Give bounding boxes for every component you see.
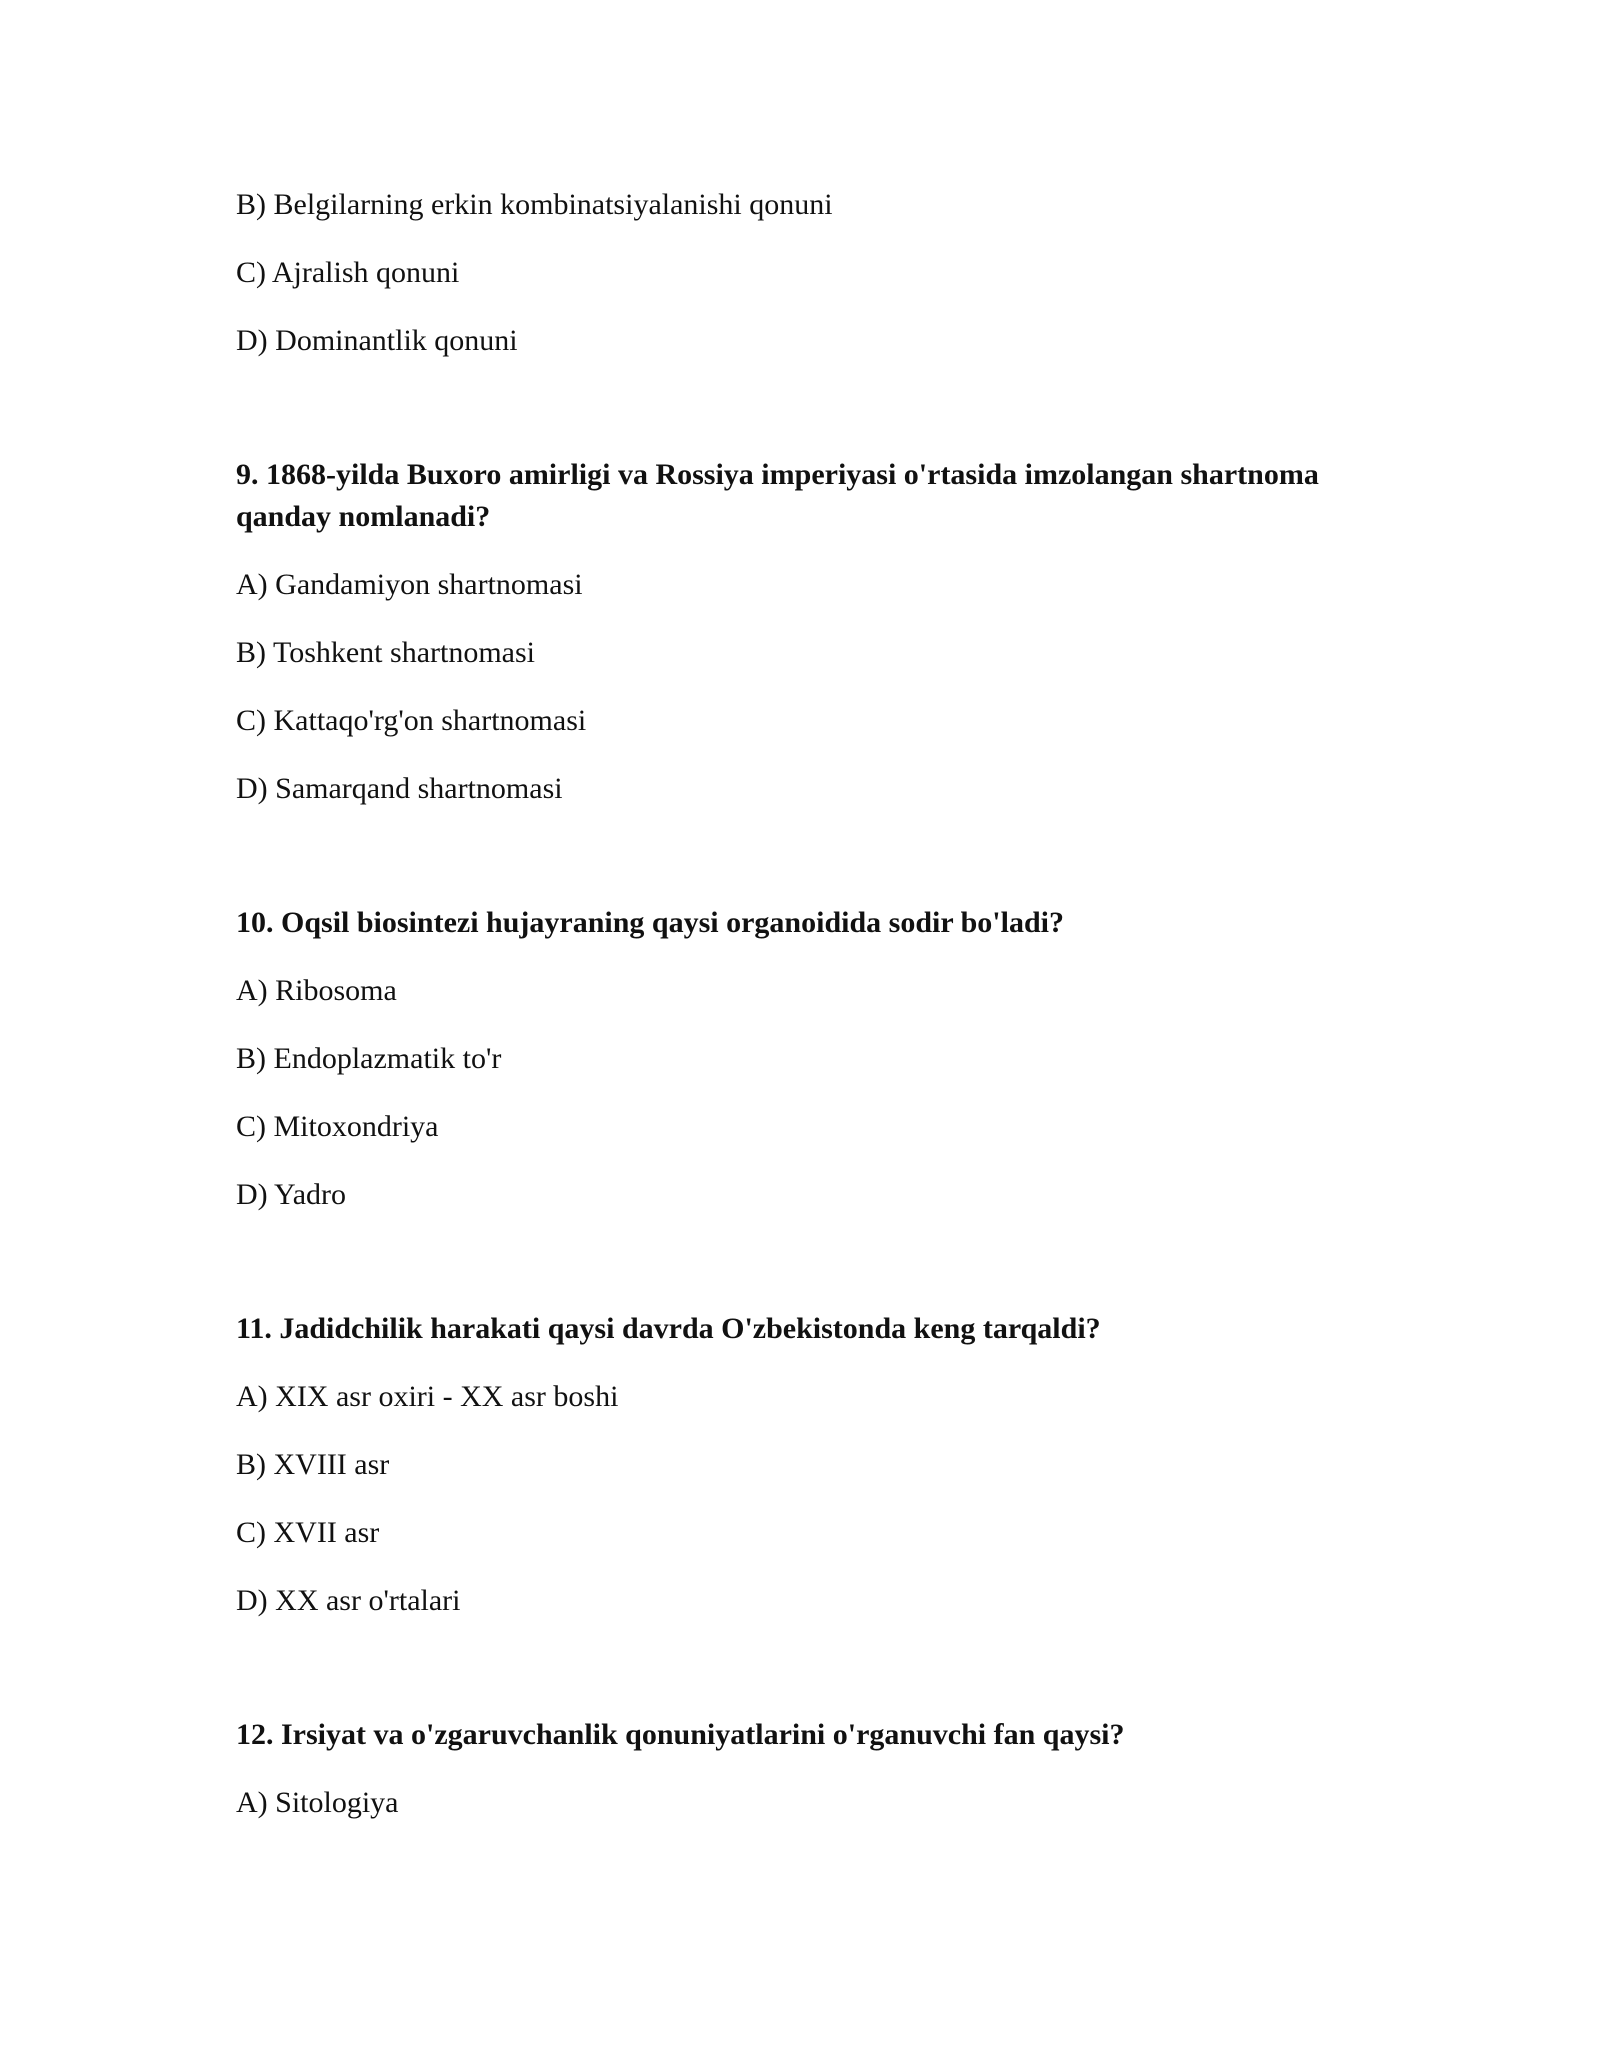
answer-option: D) Yadro <box>236 1178 347 1211</box>
question-text: 11. Jadidchilik harakati qaysi davrda O'zbekistonda keng tarqaldi? <box>236 1312 1101 1345</box>
question-block-12 <box>236 1714 1346 1824</box>
answer-option: D) XX asr o'rtalari <box>236 1584 461 1617</box>
question-text: 12. Irsiyat va o'zgaruvchanlik qonuniyatlarini o'rganuvchi fan qaysi? <box>236 1718 1125 1751</box>
answer-option: D) Dominantlik qonuni <box>236 324 518 357</box>
answer-option: A) XIX asr oxiri - XX asr boshi <box>236 1380 619 1413</box>
answer-option: A) Sitologiya <box>236 1786 399 1819</box>
answer-option: B) Endoplazmatik to'r <box>236 1042 502 1075</box>
answer-option: B) Toshkent shartnomasi <box>236 636 535 669</box>
question-block-11 <box>236 1308 1346 1622</box>
answer-option: C) XVII asr <box>236 1516 380 1549</box>
answer-option: D) Samarqand shartnomasi <box>236 772 563 805</box>
answer-option: C) Ajralish qonuni <box>236 256 460 289</box>
answer-option: B) Belgilarning erkin kombinatsiyalanishi qonuni <box>236 188 833 221</box>
quiz-content <box>236 184 1346 1850</box>
question-block-10 <box>236 902 1346 1216</box>
question-text: 9. 1868-yilda Buxoro amirligi va Rossiya imperiyasi o'rtasida imzolangan shartnoma qanday nomlanadi? <box>236 458 1319 533</box>
answer-option: A) Ribosoma <box>236 974 397 1007</box>
question-text: 10. Oqsil biosintezi hujayraning qaysi organoidida sodir bo'ladi? <box>236 906 1064 939</box>
answer-option: A) Gandamiyon shartnomasi <box>236 568 583 601</box>
answer-option: C) Kattaqo'rg'on shartnomasi <box>236 704 587 737</box>
answer-option: C) Mitoxondriya <box>236 1110 439 1143</box>
answer-option: B) XVIII asr <box>236 1448 390 1481</box>
question-block-9 <box>236 454 1346 810</box>
continued-options <box>236 184 1346 362</box>
